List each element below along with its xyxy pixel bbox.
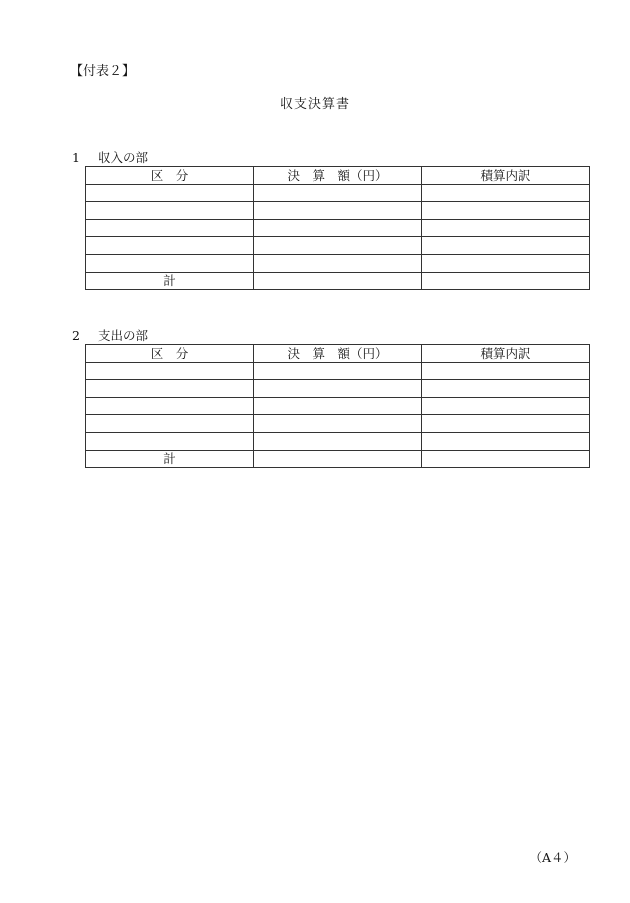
expense-section-heading: [72, 328, 148, 343]
table-row: [86, 415, 590, 433]
income-section-title: 収入の部: [98, 150, 149, 165]
income-section-heading: [72, 150, 148, 165]
column-header-breakdown: 積算内訳: [422, 167, 590, 185]
table-cell[interactable]: [86, 237, 254, 255]
table-cell[interactable]: [422, 432, 590, 450]
table-cell[interactable]: [254, 184, 422, 202]
table-cell[interactable]: [254, 254, 422, 272]
income-section-number: 1: [72, 150, 80, 165]
column-header-breakdown: 積算内訳: [422, 345, 590, 363]
annex-label: 【付表２】: [70, 64, 136, 79]
table-cell[interactable]: [422, 202, 590, 220]
expense-section-title: 支出の部: [98, 328, 149, 343]
column-header-amount: 決 算 額（円）: [254, 345, 422, 363]
table-header-row: [86, 345, 590, 363]
table-cell[interactable]: [254, 415, 422, 433]
table-cell[interactable]: [422, 362, 590, 380]
table-row: [86, 184, 590, 202]
table-cell[interactable]: [422, 397, 590, 415]
table-row: [86, 237, 590, 255]
table-cell[interactable]: [254, 237, 422, 255]
total-label: 計: [86, 450, 254, 468]
income-table: [85, 166, 590, 290]
table-cell[interactable]: [422, 254, 590, 272]
table-cell[interactable]: [254, 397, 422, 415]
table-cell[interactable]: [422, 184, 590, 202]
table-cell[interactable]: [86, 219, 254, 237]
table-cell[interactable]: [254, 219, 422, 237]
page-size-label: （A４）: [529, 850, 576, 865]
table-cell[interactable]: [86, 202, 254, 220]
table-row: [86, 432, 590, 450]
expense-section-number: 2: [72, 328, 80, 343]
table-cell[interactable]: [422, 415, 590, 433]
total-breakdown-cell[interactable]: [422, 272, 590, 290]
table-cell[interactable]: [86, 254, 254, 272]
table-row: [86, 219, 590, 237]
table-cell[interactable]: [86, 362, 254, 380]
table-row: [86, 254, 590, 272]
table-cell[interactable]: [86, 397, 254, 415]
table-row: [86, 202, 590, 220]
table-header-row: [86, 167, 590, 185]
total-label: 計: [86, 272, 254, 290]
table-cell[interactable]: [86, 415, 254, 433]
column-header-amount: 決 算 額（円）: [254, 167, 422, 185]
table-cell[interactable]: [254, 362, 422, 380]
total-amount-cell[interactable]: [254, 272, 422, 290]
table-row: [86, 397, 590, 415]
table-cell[interactable]: [86, 380, 254, 398]
table-row: [86, 380, 590, 398]
table-cell[interactable]: [86, 184, 254, 202]
total-row: [86, 272, 590, 290]
document-title: 収支決算書: [279, 97, 350, 112]
table-cell[interactable]: [254, 432, 422, 450]
table-cell[interactable]: [422, 237, 590, 255]
table-cell[interactable]: [422, 380, 590, 398]
total-amount-cell[interactable]: [254, 450, 422, 468]
table-cell[interactable]: [254, 202, 422, 220]
table-cell[interactable]: [254, 380, 422, 398]
expense-table: [85, 344, 590, 468]
total-breakdown-cell[interactable]: [422, 450, 590, 468]
total-row: [86, 450, 590, 468]
table-cell[interactable]: [86, 432, 254, 450]
column-header-category: 区 分: [86, 345, 254, 363]
column-header-category: 区 分: [86, 167, 254, 185]
table-cell[interactable]: [422, 219, 590, 237]
table-row: [86, 362, 590, 380]
